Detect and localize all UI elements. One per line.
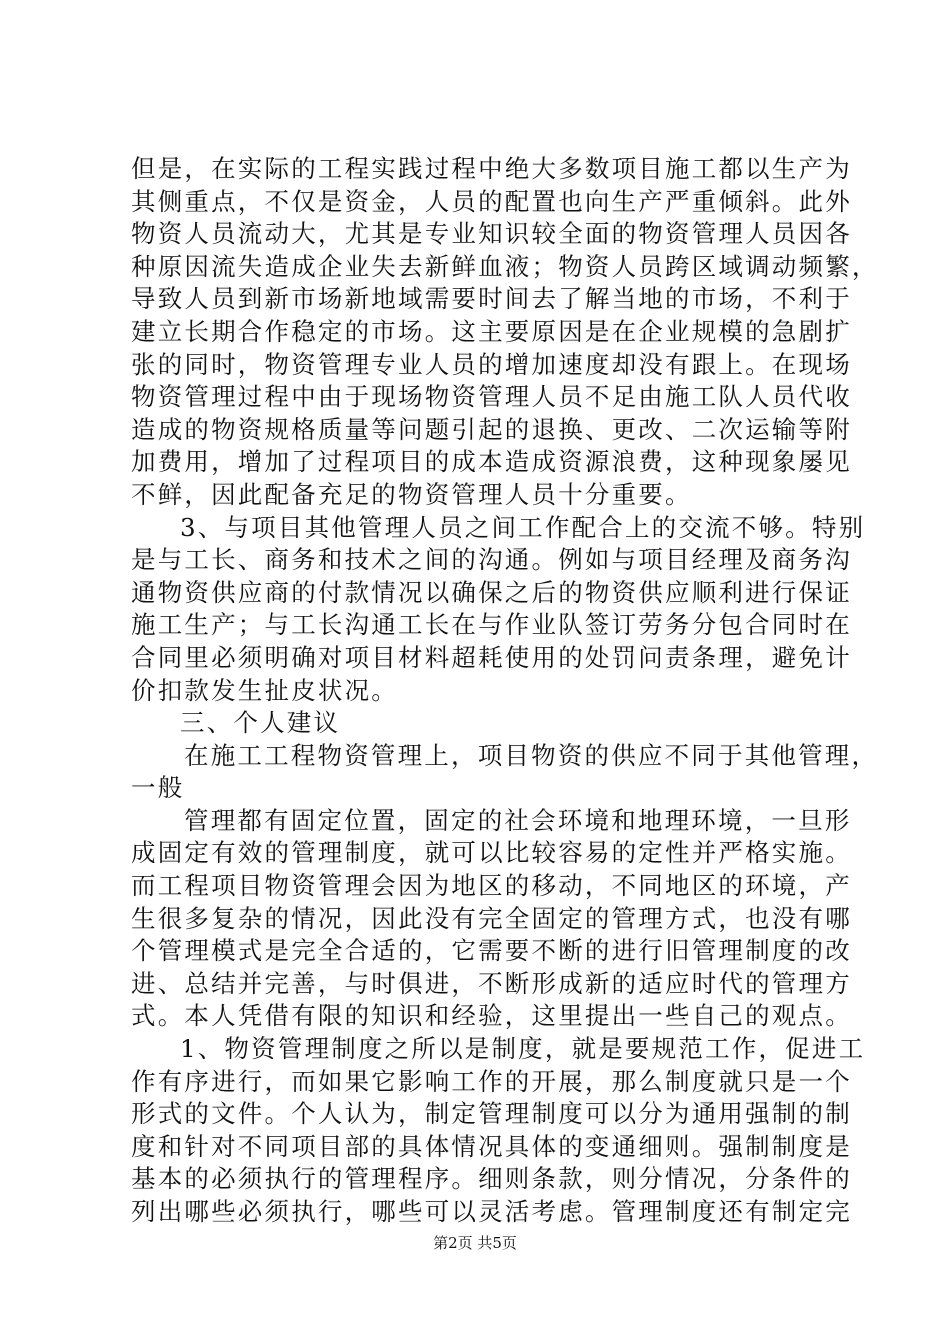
text-line: 不鲜，因此配备充足的物资管理人员十分重要。 bbox=[131, 479, 692, 509]
text-line: 合同里必须明确对项目材料超耗使用的处罚问责条理，避免计 bbox=[131, 642, 852, 672]
text-line: 价扣款发生扯皮状况。 bbox=[131, 675, 398, 705]
text-line: 物资人员流动大，尤其是专业知识较全面的物资管理人员因各 bbox=[131, 219, 852, 249]
text-line: 进、总结并完善，与时俱进，不断形成新的适应时代的管理方 bbox=[131, 968, 852, 998]
paragraph-start-line: 1、物资管理制度之所以是制度，就是要规范工作，促进工 bbox=[180, 1034, 866, 1064]
text-line: 是与工长、商务和技术之间的沟通。例如与项目经理及商务沟 bbox=[131, 545, 852, 575]
text-line: 造成的物资规格质量等问题引起的退换、更改、二次运输等附 bbox=[131, 414, 852, 444]
text-line: 基本的必须执行的管理程序。细则条款，则分情况，分条件的 bbox=[131, 1164, 852, 1194]
text-line: 物资管理过程中由于现场物资管理人员不足由施工队人员代收 bbox=[131, 382, 852, 412]
text-line: 度和针对不同项目部的具体情况具体的变通细则。强制制度是 bbox=[131, 1131, 852, 1161]
text-line: 导致人员到新市场新地域需要时间去了解当地的市场，不利于 bbox=[131, 284, 852, 314]
text-line: 形式的文件。个人认为，制定管理制度可以分为通用强制的制 bbox=[131, 1099, 852, 1129]
text-line: 作有序进行，而如果它影响工作的开展，那么制度就只是一个 bbox=[131, 1066, 852, 1096]
section-heading: 三、个人建议 bbox=[180, 708, 341, 738]
text-line: 张的同时，物资管理专业人员的增加速度却没有跟上。在现场 bbox=[131, 349, 852, 379]
text-line: 个管理模式是完全合适的，它需要不断的进行旧管理制度的改 bbox=[131, 936, 852, 966]
text-line: 列出哪些必须执行，哪些可以灵活考虑。管理制度还有制定完 bbox=[131, 1197, 852, 1226]
text-line: 其侧重点，不仅是资金，人员的配置也向生产严重倾斜。此外 bbox=[131, 186, 852, 216]
text-line: 种原因流失造成企业失去新鲜血液；物资人员跨区域调动频繁， bbox=[131, 251, 879, 281]
text-line: 施工生产；与工长沟通工长在与作业队签订劳务分包合同时在 bbox=[131, 610, 852, 640]
paragraph-start-line: 在施工工程物资管理上，项目物资的供应不同于其他管理， bbox=[184, 740, 879, 770]
text-line: 加费用，增加了过程项目的成本造成资源浪费，这种现象屡见 bbox=[131, 447, 852, 477]
document-body bbox=[131, 153, 879, 1229]
text-line: 建立长期合作稳定的市场。这主要原因是在企业规模的急剧扩 bbox=[131, 316, 852, 346]
text-line: 通物资供应商的付款情况以确保之后的物资供应顺利进行保证 bbox=[131, 577, 852, 607]
text-line: 但是，在实际的工程实践过程中绝大多数项目施工都以生产为 bbox=[131, 154, 852, 183]
paragraph-start-line: 管理都有固定位置，固定的社会环境和地理环境，一旦形 bbox=[184, 805, 852, 835]
text-line: 一般 bbox=[131, 773, 185, 803]
page-number-footer: 第2页 共5页 bbox=[433, 1234, 517, 1252]
text-line: 生很多复杂的情况，因此没有完全固定的管理方式，也没有哪 bbox=[131, 903, 852, 933]
text-line: 式。本人凭借有限的知识和经验，这里提出一些自己的观点。 bbox=[131, 1001, 852, 1031]
paragraph-start-line: 3、与项目其他管理人员之间工作配合上的交流不够。特别 bbox=[180, 512, 866, 542]
text-line: 成固定有效的管理制度，就可以比较容易的定性并严格实施。 bbox=[131, 838, 852, 868]
text-line: 而工程项目物资管理会因为地区的移动，不同地区的环境，产 bbox=[131, 871, 852, 901]
